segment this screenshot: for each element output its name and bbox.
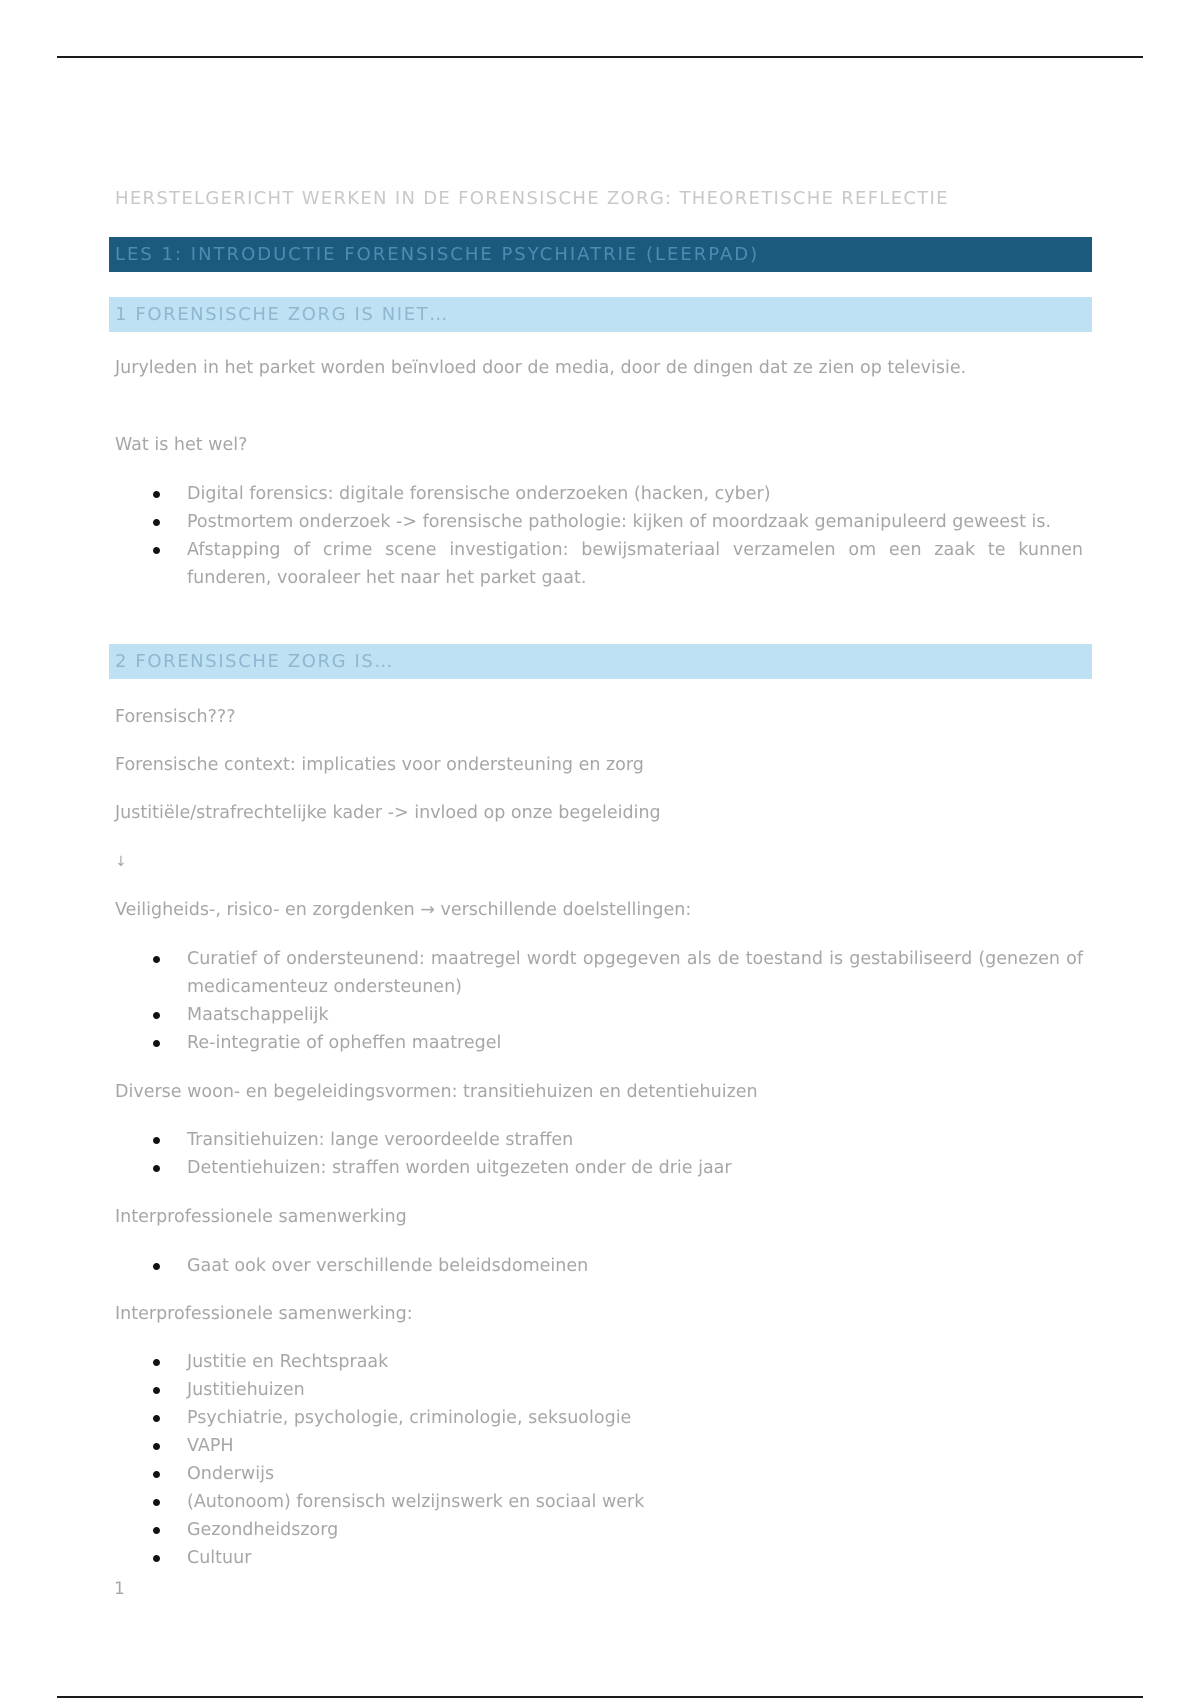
bullet-icon xyxy=(153,1012,160,1019)
bullet-icon xyxy=(153,1387,160,1394)
bullet-icon xyxy=(153,956,160,963)
section-heading-2: 2 FORENSISCHE ZORG IS… xyxy=(109,644,1092,679)
list-item: Postmortem onderzoek -> forensische pathologie: kijken of moordzaak gemanipuleerd geweest is. xyxy=(115,508,1083,536)
lesson-heading: LES 1: INTRODUCTIE FORENSISCHE PSYCHIATRIE (LEERPAD) xyxy=(109,237,1092,272)
list-item: Gaat ook over verschillende beleidsdomeinen xyxy=(115,1252,1083,1280)
bullet-icon xyxy=(153,1263,160,1270)
bullet-icon xyxy=(153,1165,160,1172)
paragraph: Veiligheids-, risico- en zorgdenken → verschillende doelstellingen: xyxy=(115,900,692,920)
bullet-icon xyxy=(153,1555,160,1562)
bullet-icon xyxy=(153,1527,160,1534)
paragraph: Forensische context: implicaties voor ondersteuning en zorg xyxy=(115,755,644,775)
list-item: Curatief of ondersteunend: maatregel wordt opgegeven als de toestand is gestabiliseerd (genezen of medicamenteuz ondersteunen) xyxy=(115,945,1083,1001)
arrow-down-icon: ↓ xyxy=(115,854,127,870)
list-item: Maatschappelijk xyxy=(115,1001,1083,1029)
bullet-icon xyxy=(153,1499,160,1506)
list-item: Re-integratie of opheffen maatregel xyxy=(115,1029,1083,1057)
bullet-icon xyxy=(153,1443,160,1450)
document-title: HERSTELGERICHT WERKEN IN DE FORENSISCHE ZORG: THEORETISCHE REFLECTIE xyxy=(115,188,949,209)
bullet-list xyxy=(115,1252,1083,1280)
paragraph: Interprofessionele samenwerking xyxy=(115,1207,407,1227)
list-item: Cultuur xyxy=(115,1544,1083,1572)
bullet-icon xyxy=(153,1359,160,1366)
section-heading-1: 1 FORENSISCHE ZORG IS NIET… xyxy=(109,297,1092,332)
paragraph: Forensisch??? xyxy=(115,707,236,727)
list-item: Onderwijs xyxy=(115,1460,1083,1488)
bullet-icon xyxy=(153,1471,160,1478)
list-item: Detentiehuizen: straffen worden uitgezeten onder de drie jaar xyxy=(115,1154,1083,1182)
paragraph: Wat is het wel? xyxy=(115,435,248,455)
bullet-list xyxy=(115,1126,1083,1182)
paragraph: Justitiële/strafrechtelijke kader -> invloed op onze begeleiding xyxy=(115,803,661,823)
list-item: Gezondheidszorg xyxy=(115,1516,1083,1544)
bullet-icon xyxy=(153,547,160,554)
bullet-icon xyxy=(153,1137,160,1144)
page-number: 1 xyxy=(114,1579,125,1599)
top-rule xyxy=(57,56,1143,58)
list-item: Justitiehuizen xyxy=(115,1376,1083,1404)
list-item: (Autonoom) forensisch welzijnswerk en sociaal werk xyxy=(115,1488,1083,1516)
paragraph: Juryleden in het parket worden beïnvloed door de media, door de dingen dat ze zien op televisie. xyxy=(115,358,967,378)
list-item: Justitie en Rechtspraak xyxy=(115,1348,1083,1376)
paragraph: Interprofessionele samenwerking: xyxy=(115,1304,413,1324)
bottom-rule xyxy=(57,1696,1143,1698)
paragraph: Diverse woon- en begeleidingsvormen: transitiehuizen en detentiehuizen xyxy=(115,1082,758,1102)
bullet-icon xyxy=(153,519,160,526)
bullet-list xyxy=(115,480,1083,592)
bullet-icon xyxy=(153,1415,160,1422)
list-item: Digital forensics: digitale forensische onderzoeken (hacken, cyber) xyxy=(115,480,1083,508)
bullet-icon xyxy=(153,491,160,498)
list-item: Afstapping of crime scene investigation: bewijsmateriaal verzamelen om een zaak te kunnen funderen, vooraleer het naar het parket gaat. xyxy=(115,536,1083,592)
bullet-list xyxy=(115,945,1083,1057)
bullet-list xyxy=(115,1348,1083,1572)
list-item: Psychiatrie, psychologie, criminologie, seksuologie xyxy=(115,1404,1083,1432)
bullet-icon xyxy=(153,1040,160,1047)
list-item: VAPH xyxy=(115,1432,1083,1460)
list-item: Transitiehuizen: lange veroordeelde straffen xyxy=(115,1126,1083,1154)
